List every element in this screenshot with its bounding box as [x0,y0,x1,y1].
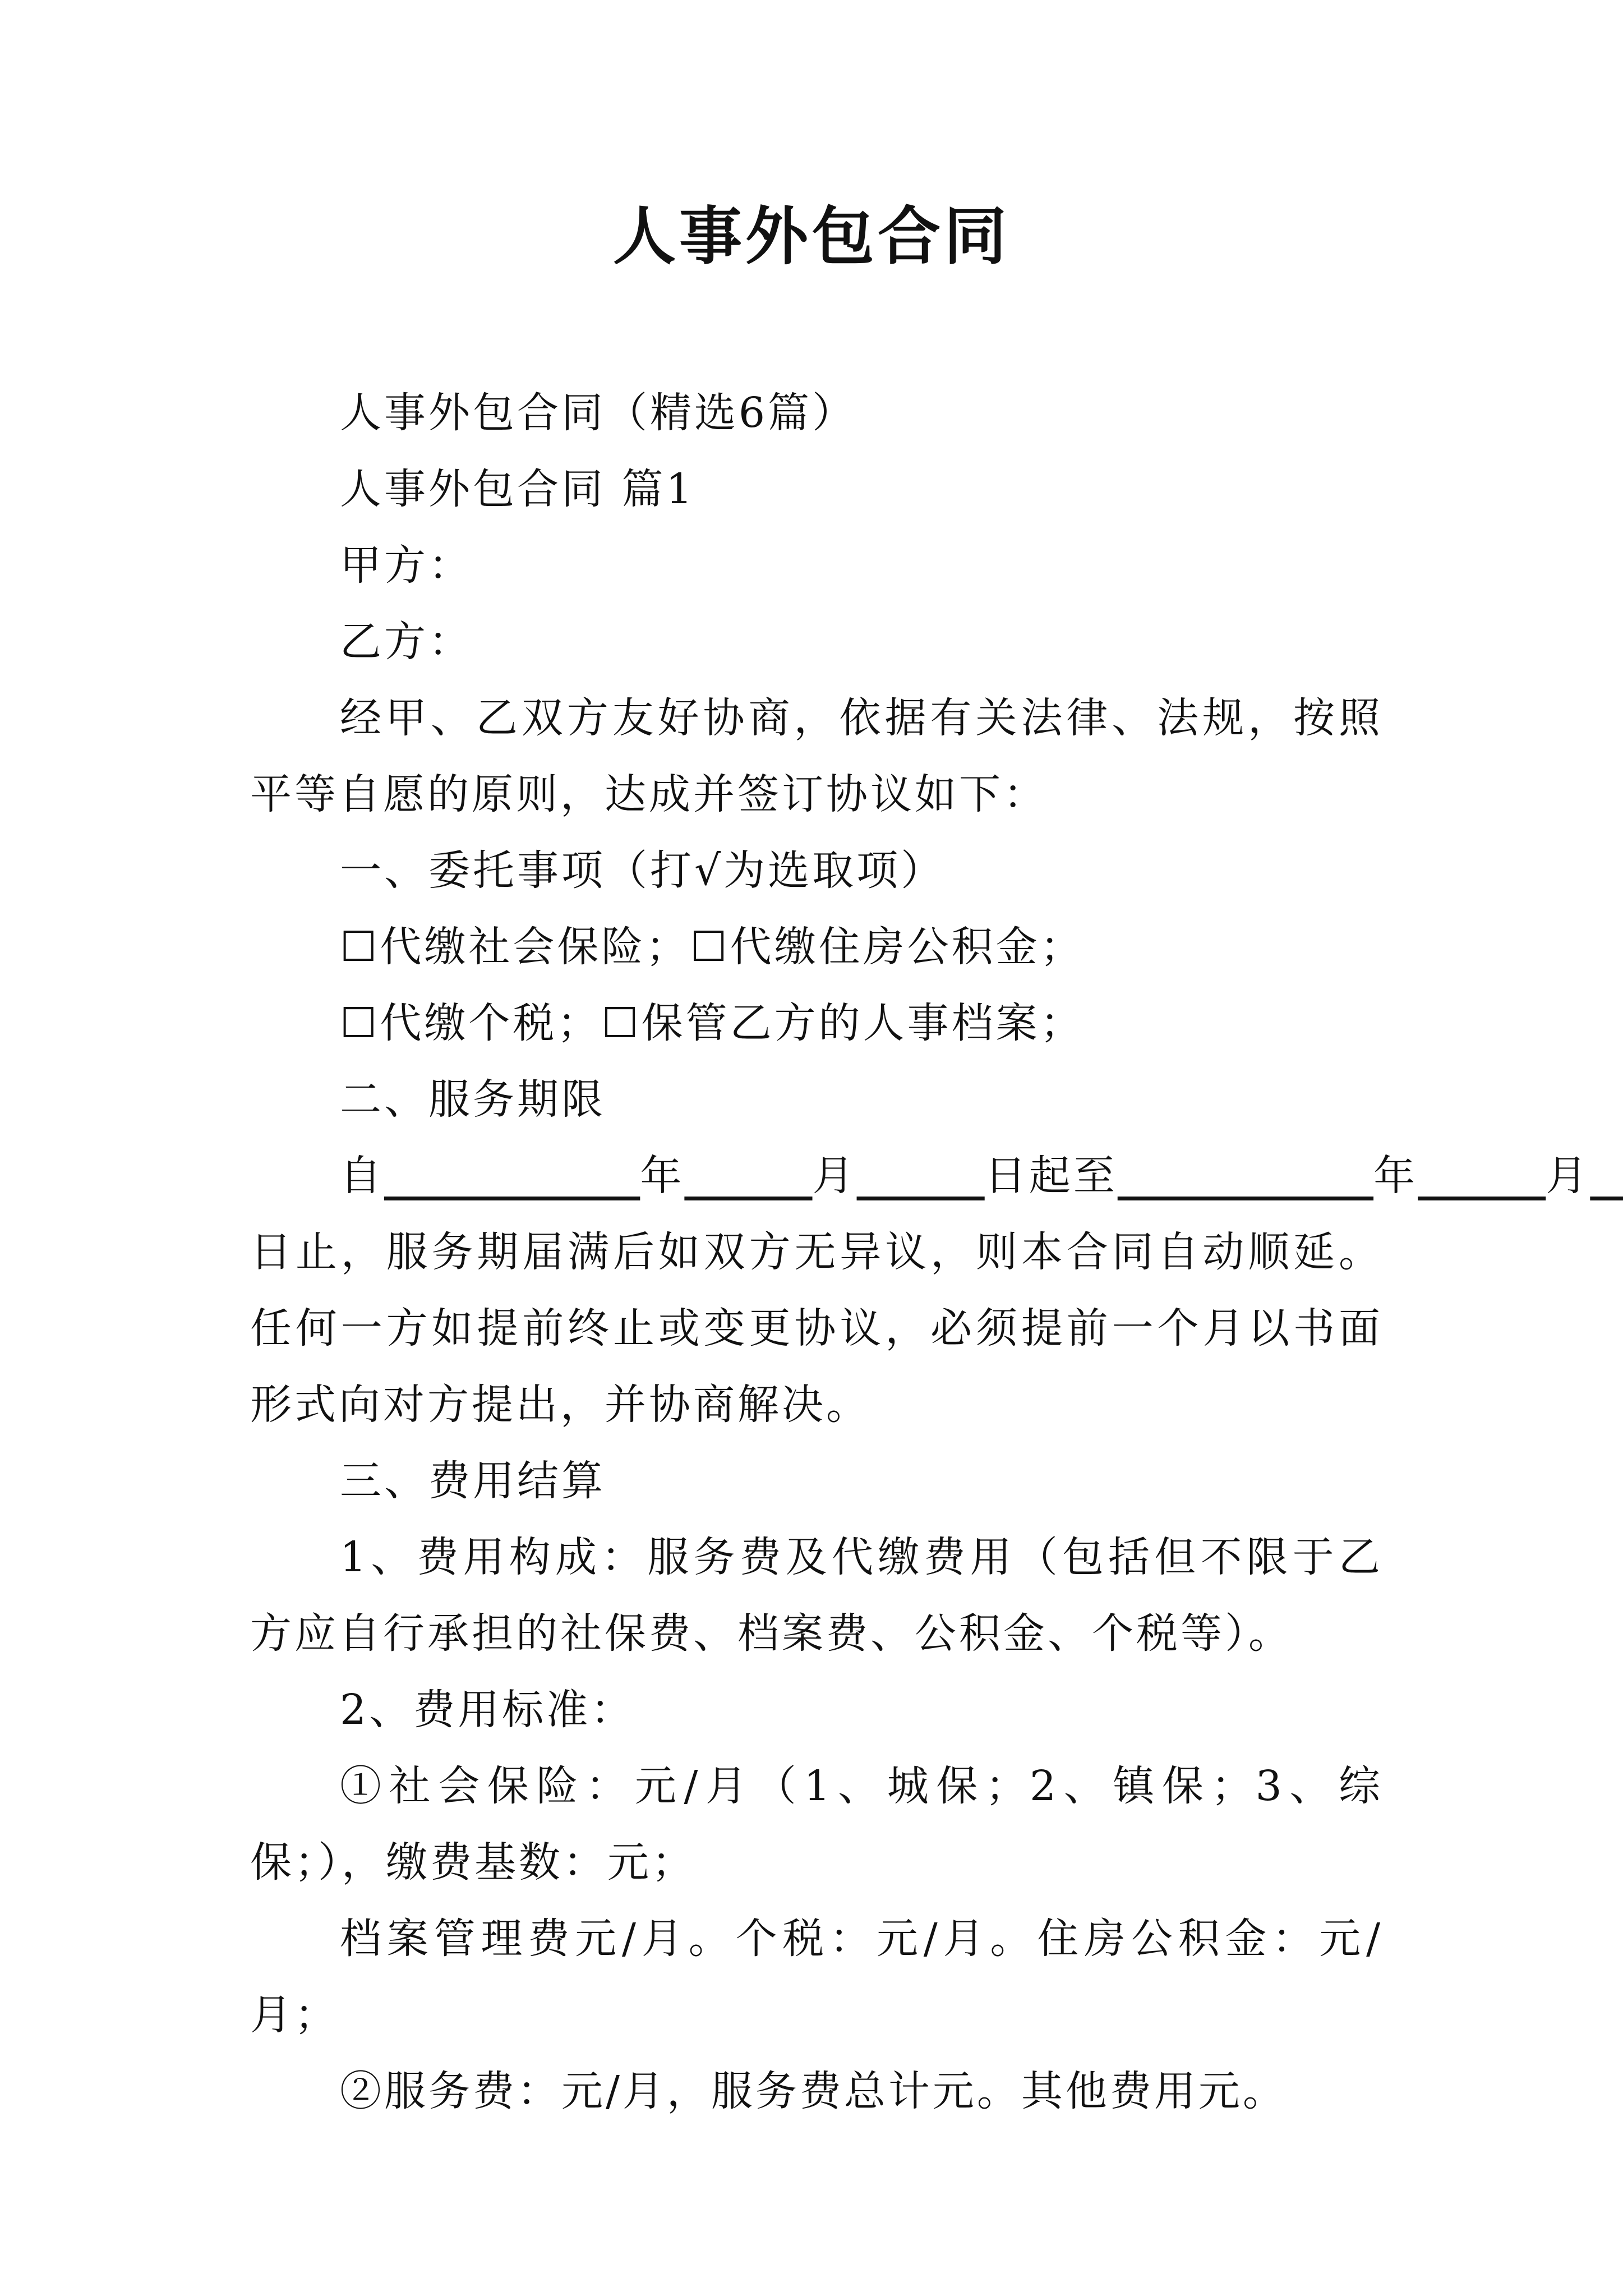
paragraph-other-fees: 档案管理费元/月。个税：元/月。住房公积金：元/月； [250,1915,1383,2039]
paragraph-social-insurance: ①社会保险：元/月（1、城保；2、镇保；3、综保；），缴费基数：元； [250,1762,1383,1887]
term-from: 自 [340,1152,384,1200]
paragraph-checkbox-options-2: ☐代缴个税；☐保管乙方的人事档案； [340,999,1085,1047]
section-heading-fee-settlement: 三、费用结算 [340,1457,606,1505]
paragraph-fee-composition: 1、费用构成：服务费及代缴费用（包括但不限于乙方应自行承担的社保费、档案费、公积金、个税等）。 [250,1533,1383,1658]
blank-year-start [384,1152,640,1200]
paragraph-service-fee: ②服务费：元/月，服务费总计元。其他费用元。 [340,2067,1287,2115]
blank-month-start [684,1152,812,1200]
paragraph-party-a: 甲方： [340,541,473,590]
term-month-1: 月 [812,1152,857,1200]
section-heading-service-term: 二、服务期限 [340,1075,606,1124]
document-body [250,375,1590,2129]
term-year-2: 年 [1373,1152,1418,1200]
blank-year-end [1118,1152,1373,1200]
section-heading-entrusted-items: 一、委托事项（打√为选取项） [340,846,946,895]
term-day-start: 日起至 [984,1152,1118,1200]
term-year-1: 年 [640,1152,685,1200]
paragraph-fee-standard: 2、费用标准： [340,1686,635,1734]
blank-month-end [1418,1152,1546,1200]
paragraph-party-b: 乙方： [340,618,473,666]
term-month-2: 月 [1546,1152,1590,1200]
paragraph-preamble: 经甲、乙双方友好协商，依据有关法律、法规，按照平等自愿的原则，达成并签订协议如下： [250,694,1383,818]
paragraph-term-dates [250,1138,1590,1214]
blank-day-end [1590,1152,1623,1200]
paragraph-collection-heading: 人事外包合同（精选6篇） [340,389,857,437]
document-title: 人事外包合同 [613,200,1010,273]
paragraph-contract-heading: 人事外包合同 篇1 [340,465,695,513]
paragraph-checkbox-options-1: ☐代缴社会保险；☐代缴住房公积金； [340,923,1085,971]
paragraph-term-rest: 日止，服务期届满后如双方无异议，则本合同自动顺延。任何一方如提前终止或变更协议，必须提前一个月以书面形式向对方提出，并协商解决。 [250,1228,1383,1429]
blank-day-start [857,1152,985,1200]
